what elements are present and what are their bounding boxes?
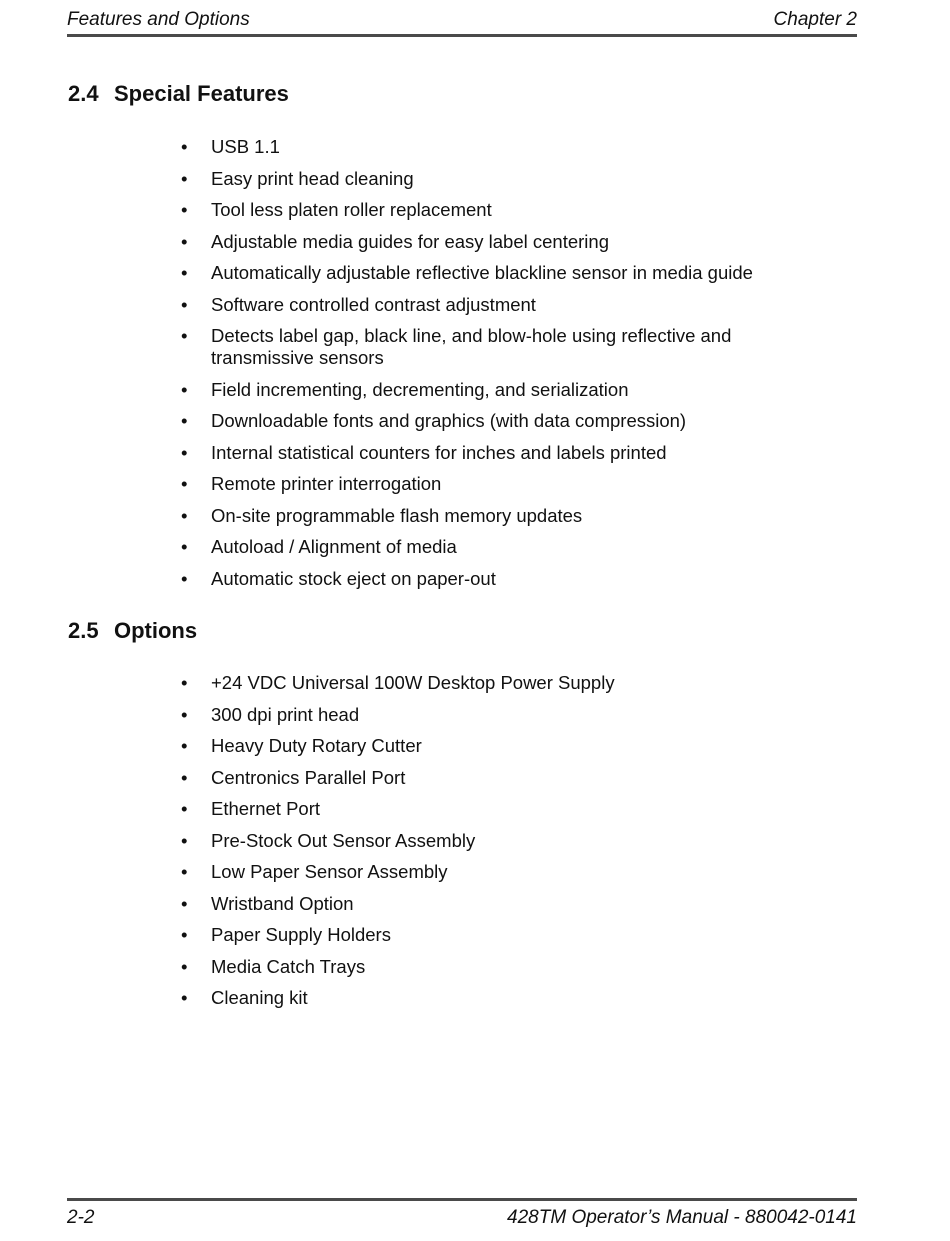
running-header <box>67 8 857 37</box>
list-item: • +24 VDC Universal 100W Desktop Power Supply <box>180 672 820 694</box>
section-title: Options <box>114 618 198 643</box>
section-number: 2.4 <box>68 81 99 106</box>
list-item: • Automatically adjustable reflective blackline sensor in media guide <box>180 262 820 284</box>
section-heading-special-features <box>68 80 289 108</box>
options-list <box>180 672 820 1019</box>
list-item: • Field incrementing, decrementing, and serialization <box>180 379 820 401</box>
section-title: Special Features <box>114 81 289 106</box>
section-heading-options <box>68 617 197 645</box>
page-number: 2-2 <box>67 1207 95 1228</box>
list-item: • Heavy Duty Rotary Cutter <box>180 735 820 757</box>
list-item: • Pre-Stock Out Sensor Assembly <box>180 830 820 852</box>
header-chapter-label: Chapter 2 <box>773 9 857 30</box>
list-item: • Downloadable fonts and graphics (with data compression) <box>180 410 820 432</box>
list-item: • Paper Supply Holders <box>180 924 820 946</box>
list-item: • Software controlled contrast adjustment <box>180 294 820 316</box>
special-features-list <box>180 136 820 599</box>
manual-title: 428TM Operator’s Manual - 880042-0141 <box>507 1207 857 1228</box>
list-item: • Adjustable media guides for easy label centering <box>180 231 820 253</box>
list-item: • Centronics Parallel Port <box>180 767 820 789</box>
list-item: • Automatic stock eject on paper-out <box>180 568 820 590</box>
list-item: • Remote printer interrogation <box>180 473 820 495</box>
list-item: • Cleaning kit <box>180 987 820 1009</box>
list-item: • Autoload / Alignment of media <box>180 536 820 558</box>
list-item: • Detects label gap, black line, and blow-hole using reflective and transmissive sensors <box>180 325 820 369</box>
list-item: • Low Paper Sensor Assembly <box>180 861 820 883</box>
section-number: 2.5 <box>68 618 99 643</box>
list-item: • USB 1.1 <box>180 136 820 158</box>
list-item: • Tool less platen roller replacement <box>180 199 820 221</box>
list-item: • Wristband Option <box>180 893 820 915</box>
running-footer <box>67 1198 857 1231</box>
list-item: • On-site programmable flash memory updates <box>180 505 820 527</box>
list-item: • Easy print head cleaning <box>180 168 820 190</box>
list-item: • 300 dpi print head <box>180 704 820 726</box>
header-section-title: Features and Options <box>67 9 250 30</box>
list-item: • Internal statistical counters for inches and labels printed <box>180 442 820 464</box>
list-item: • Ethernet Port <box>180 798 820 820</box>
list-item: • Media Catch Trays <box>180 956 820 978</box>
